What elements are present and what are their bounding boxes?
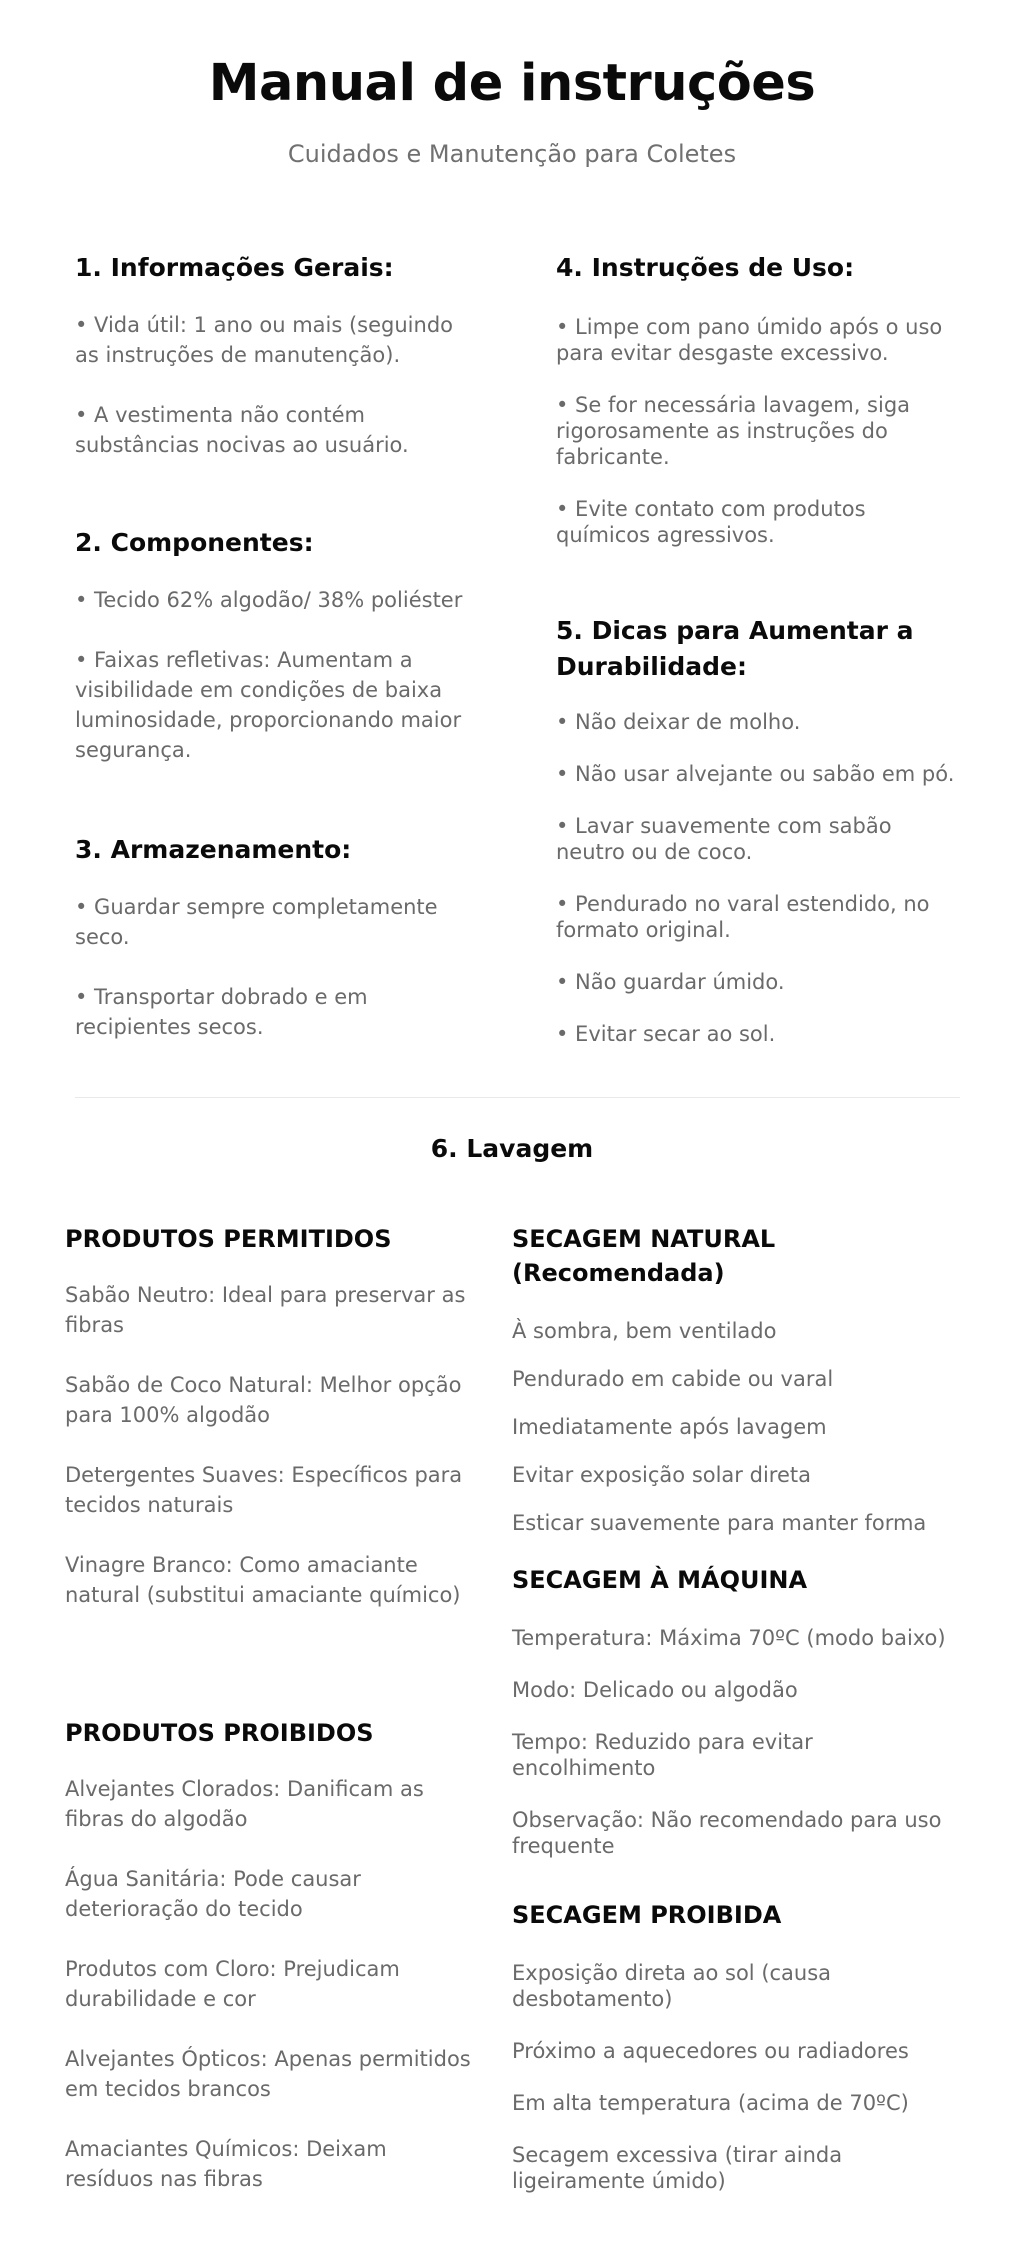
list-item: • Pendurado no varal estendido, no formato original. <box>556 892 930 942</box>
list-item: • Não guardar úmido. <box>556 970 785 994</box>
section-durability-tips <box>556 613 961 1047</box>
section-storage <box>75 832 475 1042</box>
section-divider <box>75 1097 960 1098</box>
list-item: Observação: Não recomendado para uso frequente <box>512 1808 942 1858</box>
list-item: Exposição direta ao sol (causa desbotamento) <box>512 1961 832 2011</box>
section-title: 5. Dicas para Aumentar a Durabilidade: <box>556 616 914 681</box>
list-item: Amaciantes Químicos: Deixam resíduos nas fibras <box>65 2137 387 2191</box>
natural-drying <box>512 1222 962 1536</box>
subsection-title: PRODUTOS PERMITIDOS <box>65 1225 392 1253</box>
section-components <box>75 525 475 765</box>
section-usage <box>556 250 961 548</box>
list-item: • Tecido 62% algodão/ 38% poliéster <box>75 588 463 612</box>
list-item: • Não usar alvejante ou sabão em pó. <box>556 762 955 786</box>
list-item: Esticar suavemente para manter forma <box>512 1511 927 1535</box>
list-item: Sabão Neutro: Ideal para preservar as fibras <box>65 1283 466 1337</box>
list-item: • Guardar sempre completamente seco. <box>75 895 438 949</box>
subsection-title: PRODUTOS PROIBIDOS <box>65 1719 374 1747</box>
list-item: Próximo a aquecedores ou radiadores <box>512 2039 909 2063</box>
prohibited-drying <box>512 1898 962 2194</box>
subsection-title: SECAGEM À MÁQUINA <box>512 1566 808 1594</box>
list-item: Imediatamente após lavagem <box>512 1415 827 1439</box>
page-subtitle: Cuidados e Manutenção para Coletes <box>287 140 737 168</box>
list-item: • Transportar dobrado e em recipientes secos. <box>75 985 368 1039</box>
section-general-info <box>75 250 475 460</box>
list-item: Alvejantes Ópticos: Apenas permitidos em tecidos brancos <box>65 2047 471 2101</box>
section-title: 4. Instruções de Uso: <box>556 253 855 282</box>
list-item: • Limpe com pano úmido após o uso para evitar desgaste excessivo. <box>556 315 943 365</box>
list-item: Produtos com Cloro: Prejudicam durabilidade e cor <box>65 1957 400 2011</box>
list-item: Secagem excessiva (tirar ainda ligeiramente úmido) <box>512 2143 843 2193</box>
forbidden-products <box>65 1716 480 2194</box>
list-item: • Não deixar de molho. <box>556 710 801 734</box>
list-item: Em alta temperatura (acima de 70ºC) <box>512 2091 909 2115</box>
list-item: • Vida útil: 1 ano ou mais (seguindo as instruções de manutenção). <box>75 313 453 367</box>
list-item: Pendurado em cabide ou varal <box>512 1367 834 1391</box>
list-item: Evitar exposição solar direta <box>512 1463 811 1487</box>
list-item: Tempo: Reduzido para evitar encolhimento <box>512 1730 813 1780</box>
list-item: • A vestimenta não contém substâncias nocivas ao usuário. <box>75 403 409 457</box>
washing-title: 6. Lavagem <box>430 1134 594 1163</box>
list-item: • Se for necessária lavagem, siga rigorosamente as instruções do fabricante. <box>556 393 911 469</box>
list-item: Vinagre Branco: Como amaciante natural (substitui amaciante químico) <box>65 1553 461 1607</box>
list-item: • Faixas refletivas: Aumentam a visibilidade em condições de baixa luminosidade, proporcionando maior segurança. <box>75 648 462 762</box>
list-item: Água Sanitária: Pode causar deterioração do tecido <box>65 1867 361 1921</box>
list-item: Sabão de Coco Natural: Melhor opção para 100% algodão <box>65 1373 462 1427</box>
subsection-title: SECAGEM NATURAL (Recomendada) <box>512 1225 776 1287</box>
subsection-title: SECAGEM PROIBIDA <box>512 1901 782 1929</box>
section-title: 2. Componentes: <box>75 528 314 557</box>
list-item: Temperatura: Máxima 70ºC (modo baixo) <box>512 1626 946 1650</box>
list-item: • Lavar suavemente com sabão neutro ou de coco. <box>556 814 892 864</box>
list-item: Detergentes Suaves: Específicos para tecidos naturais <box>65 1463 463 1517</box>
list-item: À sombra, bem ventilado <box>512 1319 777 1343</box>
allowed-products <box>65 1222 480 1610</box>
page-title: Manual de instruções <box>208 54 816 113</box>
section-title: 3. Armazenamento: <box>75 835 352 864</box>
machine-drying <box>512 1563 962 1859</box>
list-item: • Evite contato com produtos químicos agressivos. <box>556 497 866 547</box>
list-item: Alvejantes Clorados: Danificam as fibras do algodão <box>65 1777 424 1831</box>
list-item: Modo: Delicado ou algodão <box>512 1678 798 1702</box>
list-item: • Evitar secar ao sol. <box>556 1022 776 1046</box>
section-title: 1. Informações Gerais: <box>75 253 394 282</box>
